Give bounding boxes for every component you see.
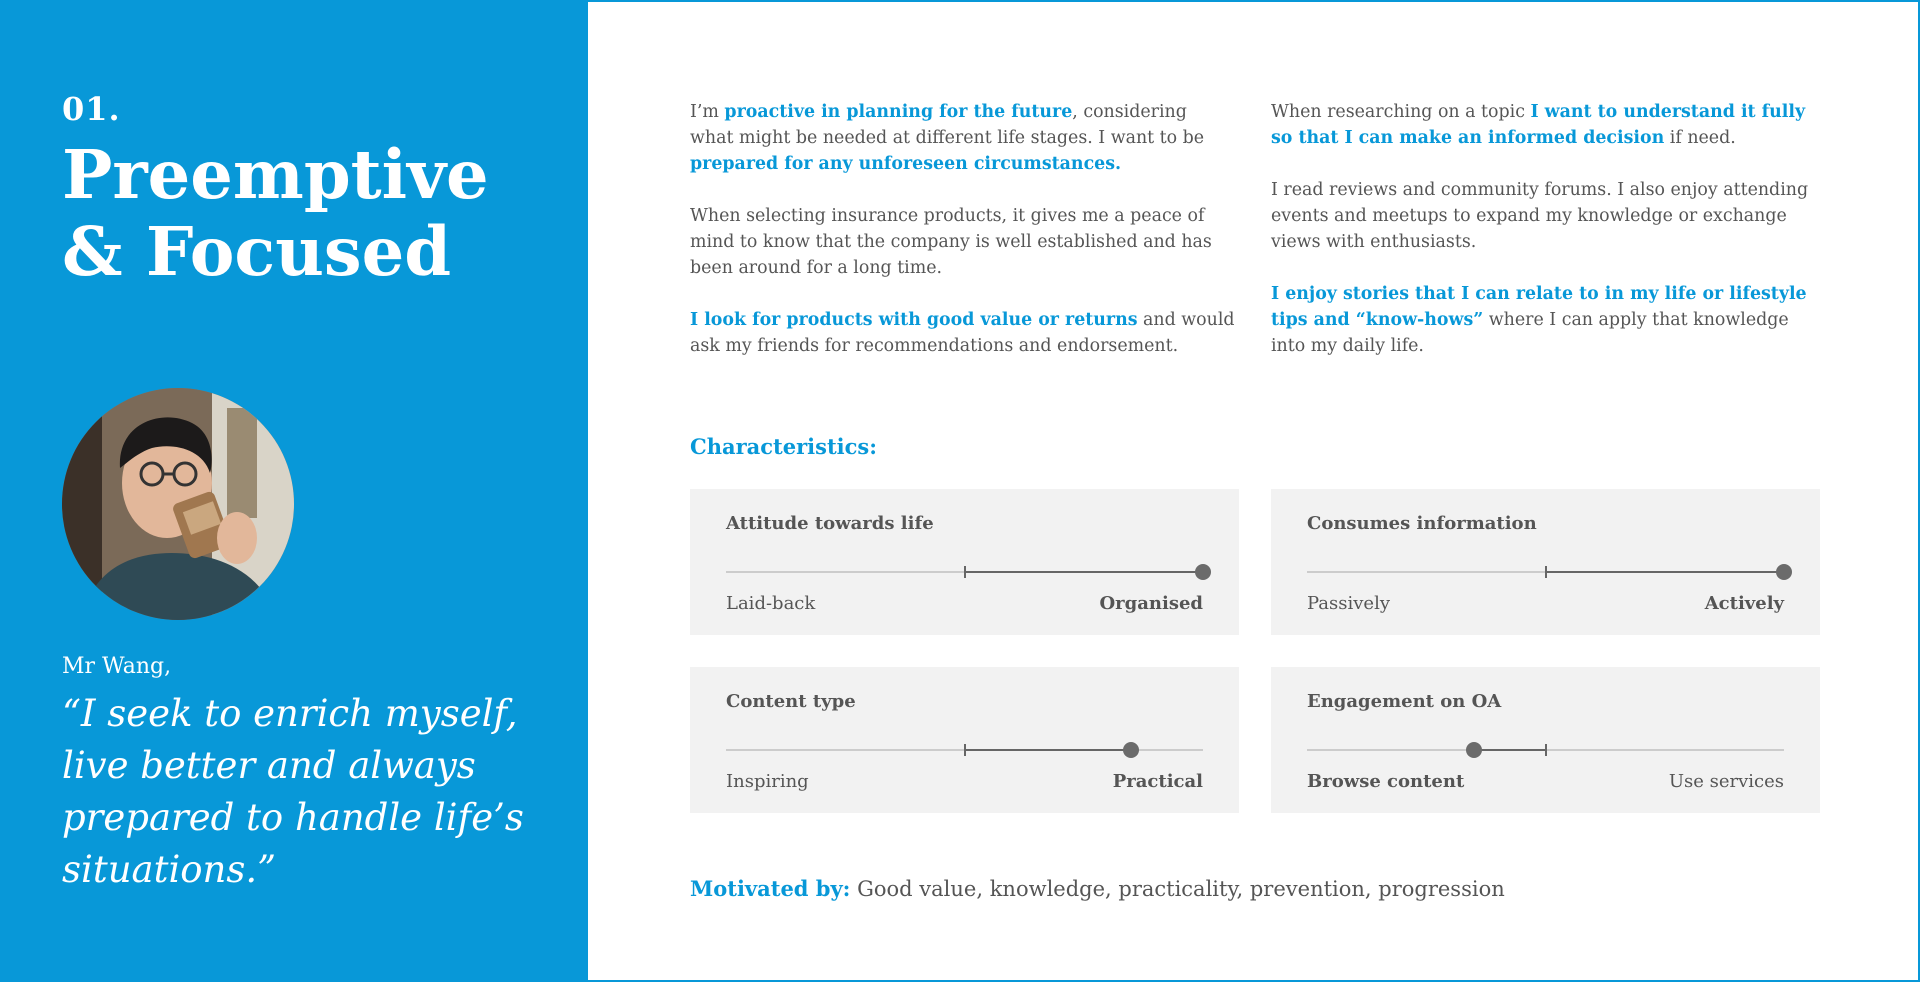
slider-knob <box>1123 742 1139 758</box>
paragraph-stories <box>1271 281 1816 359</box>
paragraph-planning <box>690 99 1235 177</box>
persona-number: 01. <box>62 90 121 128</box>
slider-left-label: Passively <box>1307 593 1391 614</box>
characteristic-slider <box>1307 564 1784 580</box>
motivated-text: Good value, knowledge, practicality, prevention, progression <box>850 877 1505 901</box>
persona-quote: “I seek to enrich myself, live better and always prepared to handle life’s situations.” <box>62 692 524 891</box>
characteristics-title: Characteristics: <box>690 434 878 459</box>
paragraph-text: where I can apply that knowledge into my daily life. <box>1271 310 1789 356</box>
persona-title-line-2: & Focused <box>62 212 452 291</box>
card-title: Consumes information <box>1307 513 1537 534</box>
paragraph-highlight: prepared for any unforeseen circumstances. <box>690 154 1122 174</box>
slider-left-label: Laid-back <box>726 593 816 614</box>
avatar-photo <box>62 388 294 620</box>
characteristic-slider <box>1307 742 1784 758</box>
persona-title-line-1: Preemptive <box>62 135 489 214</box>
slider-right-label: Organised <box>1099 593 1203 614</box>
paragraph-text: , considering what might be needed at different life stages. I want to be <box>690 102 1205 148</box>
paragraph-text: if need. <box>1664 128 1736 148</box>
characteristic-card-information <box>1271 489 1820 635</box>
paragraph-highlight: proactive in planning for the future <box>724 102 1073 122</box>
motivated-by <box>690 876 1505 901</box>
avatar <box>62 388 294 620</box>
slider-midpoint-tick <box>1545 744 1547 756</box>
paragraph-highlight: I want to understand it fully so that I can make an informed decision <box>1271 102 1806 148</box>
slider-knob <box>1776 564 1792 580</box>
paragraph-insurance <box>690 203 1235 281</box>
paragraph-text: and would ask my friends for recommendations and endorsement. <box>690 310 1235 356</box>
paragraph-highlight: I enjoy stories that I can relate to in my life or lifestyle tips and “know-hows” <box>1271 284 1807 330</box>
motivated-label: Motivated by: <box>690 876 851 901</box>
slider-midpoint-tick <box>964 744 966 756</box>
slider-midpoint-tick <box>1545 566 1547 578</box>
slider-fill <box>964 749 1131 751</box>
paragraph-text: When selecting insurance products, it gives me a peace of mind to know that the company is well established and has been around for a long time. <box>690 206 1212 278</box>
characteristic-card-attitude <box>690 489 1239 635</box>
slider-right-label: Practical <box>1112 771 1203 792</box>
paragraph-text: I’m <box>690 102 725 122</box>
card-title: Attitude towards life <box>726 513 934 534</box>
persona-panel <box>0 0 588 982</box>
paragraph-research <box>1271 99 1816 151</box>
slider-fill <box>1474 749 1545 751</box>
card-title: Engagement on OA <box>1307 691 1502 712</box>
characteristic-slider <box>726 742 1203 758</box>
slider-knob <box>1466 742 1482 758</box>
characteristic-card-content-type <box>690 667 1239 813</box>
persona-name: Mr Wang, <box>62 654 172 679</box>
paragraph-value <box>690 307 1235 359</box>
paragraph-text: I read reviews and community forums. I also enjoy attending events and meetups to expand my knowledge or exchange views with enthusiasts. <box>1271 180 1809 252</box>
characteristic-slider <box>726 564 1203 580</box>
persona-title <box>62 136 489 290</box>
slider-left-label: Inspiring <box>726 771 809 792</box>
slider-fill <box>1545 571 1784 573</box>
slider-right-label: Actively <box>1704 593 1784 614</box>
slider-fill <box>964 571 1203 573</box>
slider-knob <box>1195 564 1211 580</box>
paragraph-text: When researching on a topic <box>1271 102 1531 122</box>
paragraph-reviews <box>1271 177 1816 255</box>
paragraph-highlight: I look for products with good value or returns <box>690 310 1138 330</box>
slider-left-label: Browse content <box>1307 771 1465 792</box>
slider-midpoint-tick <box>964 566 966 578</box>
slider-right-label: Use services <box>1668 771 1784 792</box>
characteristic-card-engagement <box>1271 667 1820 813</box>
card-title: Content type <box>726 691 856 712</box>
